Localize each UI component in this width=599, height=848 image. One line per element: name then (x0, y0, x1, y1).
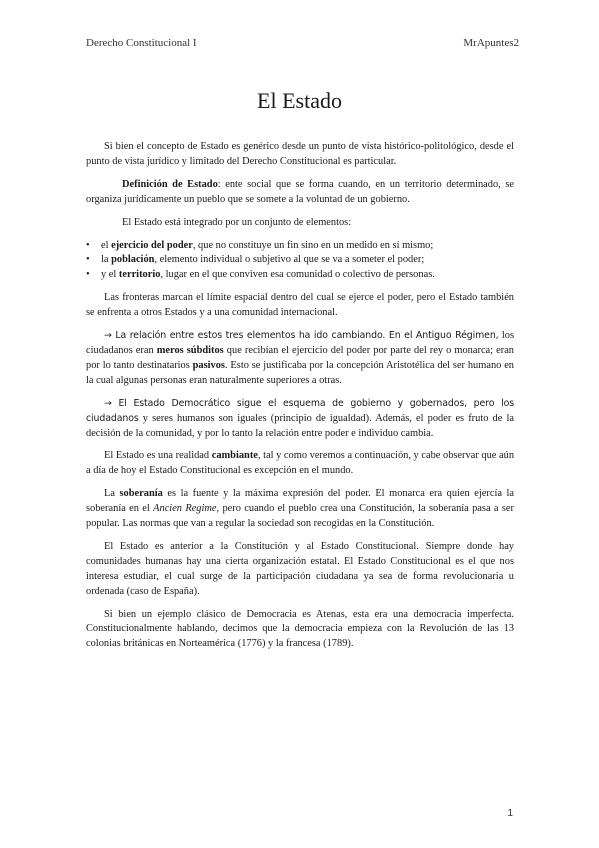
definition-text: : ente social que se forma cuando, en un territorio determinado, se organiza jurídicamente un pueblo que se somete a la voluntad de un gobierno. (86, 178, 514, 205)
list-item-text: , que no constituye un fin sino en un medido en sí mismo; (192, 239, 434, 251)
paragraph-text: La (104, 488, 120, 500)
elements-list (86, 239, 514, 284)
list-item-text: , elemento individual o subjetivo al que se va a someter el poder; (154, 254, 425, 266)
list-item (86, 268, 514, 283)
handwritten-note: → El Estado Democrático sigue el esquema de gobierno y gobernados, pero los ciudadanos (86, 397, 514, 424)
paragraph-constitutional-state: El Estado es anterior a la Constitución y al Estado Constitucional. Siempre donde hay comunidades humanas hay una cierta organización estatal. El Estado Constitucional es el que nos interesa estudiar, el cual surge de la participación ciudadana ya sea de forma revolucionaria u ordenada (caso de España). (86, 540, 514, 597)
paragraph-text: es la fuente y la máxima expresión del poder. El monarca era quien ejercía la soberanía en el (86, 488, 515, 515)
definition-term: Definición de Estado (122, 178, 218, 190)
paragraph-elements-intro: El Estado está integrado por un conjunto de elementos: (122, 216, 352, 228)
list-item-text: , lugar en el que conviven esa comunidad o colectivo de personas. (160, 269, 435, 281)
emphasis-term: meros súbditos (156, 344, 224, 356)
page-title: El Estado (257, 88, 342, 113)
bullet-icon: • (86, 269, 90, 281)
paragraph-text: El Estado es una realidad (104, 450, 212, 462)
emphasis-term: pasivos (192, 359, 225, 371)
list-item-text: el (101, 239, 112, 251)
emphasis-term: cambiante (211, 450, 258, 462)
header-course-title: Derecho Constitucional I (86, 37, 197, 49)
paragraph-intro: Si bien el concepto de Estado es genérico desde un punto de vista histórico-politológico, desde el punto de vista jurídico y limitado del Derecho Constitucional es particular. (86, 141, 514, 167)
bullet-icon: • (86, 239, 90, 251)
list-item (86, 253, 514, 268)
paragraph-sovereignty (86, 487, 514, 532)
list-item-term: territorio (118, 269, 161, 281)
paragraph-text: . Esto se justificaba por la concepción Aristotélica del ser humano en la cual algunas personas eran naturalmente superiores a otras. (86, 359, 514, 386)
paragraph-democratic-state (86, 397, 514, 442)
list-item-text: la (101, 254, 112, 266)
paragraph-ancient-regime (86, 329, 514, 389)
list-item-term: ejercicio del poder (111, 239, 193, 251)
paragraph-definition (86, 178, 514, 208)
paragraph-text: que recibían el ejercicio del poder por parte del rey o monarca; eran por lo tanto destinatarios (86, 344, 514, 371)
paragraph-democracy-origin: Si bien un ejemplo clásico de Democracia es Atenas, esta era una democracia imperfecta. Constitucionalmente hablando, decimos que la democracia empieza con la Revolución de las 13 colonias británicas en Norteamérica (1776) y la francesa (1789). (86, 608, 514, 650)
paragraph-text: y seres humanos son iguales (principio de igualdad). Además, el poder es fruto de la decisión de la comunidad, y por lo tanto la relación entre poder e individuo cambia. (86, 412, 514, 439)
paragraph-text: , pero cuando el pueblo crea una Constitución, la soberanía pasa a ser popular. Las normas que van a regular la sociedad son recogidas en la Constitución. (86, 503, 514, 530)
italic-term: Ancien Regime (153, 503, 217, 515)
handwritten-note: → La relación entre estos tres elementos ha ido cambiando. En el Antiguo Régimen, (104, 330, 499, 342)
list-item (86, 239, 514, 254)
document-body (86, 140, 514, 660)
page-number: 1 (507, 808, 513, 819)
list-item-term: población (111, 254, 155, 266)
paragraph-borders: Las fronteras marcan el límite espacial dentro del cual se ejerce el poder, pero el Estado también se enfrenta a otros Estados y a una comunidad internacional. (86, 292, 514, 319)
bullet-icon: • (86, 254, 90, 266)
header-author: MrApuntes2 (463, 37, 519, 49)
paragraph-changing-reality (86, 449, 514, 479)
emphasis-term: soberanía (119, 488, 163, 500)
list-item-text: y el (101, 269, 119, 281)
paragraph-text: , tal y como veremos a continuación, y cabe observar que aún a día de hoy el Estado Constitucional es excepción en el mundo. (86, 450, 515, 477)
paragraph-text: los ciudadanos eran (86, 330, 514, 356)
